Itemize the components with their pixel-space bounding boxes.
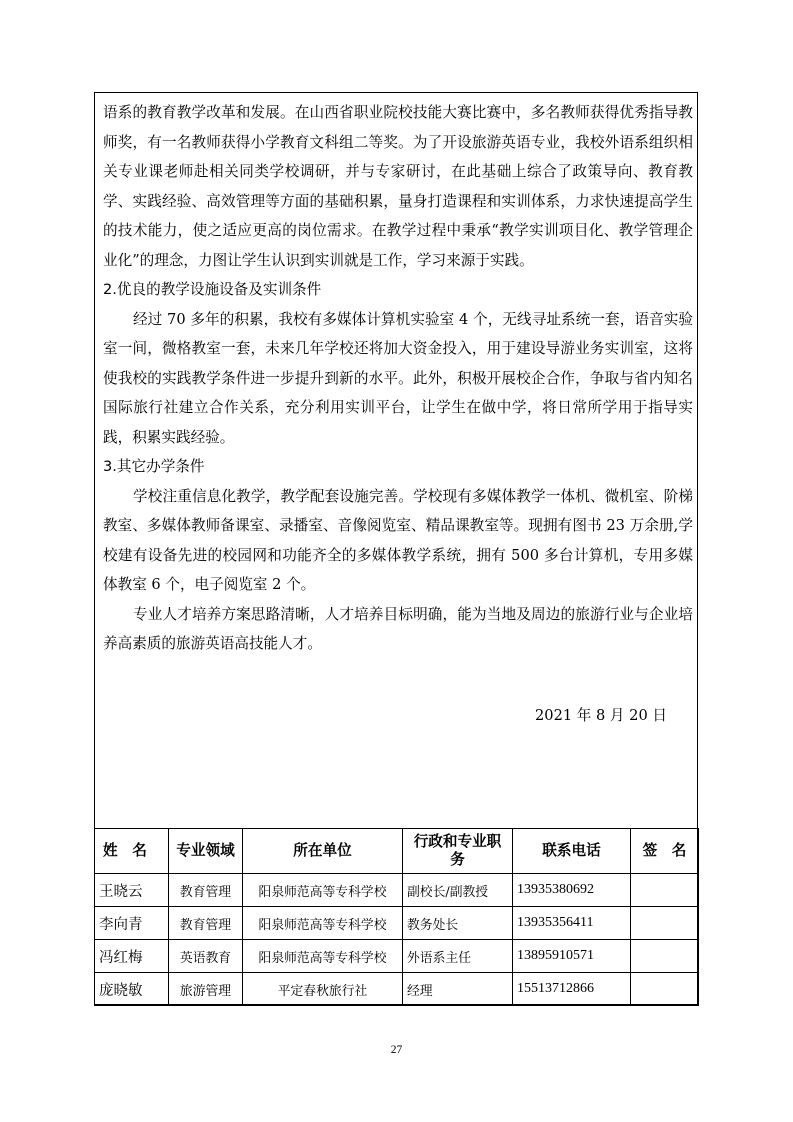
cell-phone: 13935380692 [513, 874, 631, 907]
cell-unit: 平定春秋旅行社 [243, 973, 403, 1006]
table-row [95, 874, 699, 907]
section-heading-2: 2.优良的教学设施设备及实训条件 [103, 281, 322, 298]
body-text [103, 98, 693, 659]
header-name: 姓 名 [95, 829, 169, 874]
cell-unit: 阳泉师范高等专科学校 [243, 874, 403, 907]
paragraph-4: 专业人才培养方案思路清晰，人才培养目标明确，能为当地及周边的旅游行业与企业培养高素质的旅游英语高技能人才。 [103, 605, 693, 652]
header-field: 专业领域 [169, 829, 243, 874]
cell-title: 经理 [403, 973, 513, 1006]
cell-name: 李向青 [95, 907, 169, 940]
cell-sign[interactable] [631, 940, 699, 973]
paragraph-1: 语系的教育教学改革和发展。在山西省职业院校技能大赛比赛中，多名教师获得优秀指导教师奖，有一名教师获得小学教育文科组二等奖。为了开设旅游英语专业，我校外语系组织相关专业课老师赴相关同类学校调研，并与专家研讨，在此基础上综合了政策导向、教育教学、实践经验、高效管理等方面的基础积累，量身打造课程和实训体系，力求快速提高学生的技术能力，使之适应更高的岗位需求。在教学过程中秉承“教学实训项目化、教学管理企业化”的理念，力图让学生认识到实训就是工作，学习来源于实践。 [103, 104, 693, 269]
cell-unit: 阳泉师范高等专科学校 [243, 907, 403, 940]
header-unit: 所在单位 [243, 829, 403, 874]
cell-field: 英语教育 [169, 940, 243, 973]
cell-phone: 13935356411 [513, 907, 631, 940]
header-title: 行政和专业职务 [403, 829, 513, 874]
cell-name: 王晓云 [95, 874, 169, 907]
cell-field: 教育管理 [169, 907, 243, 940]
cell-sign[interactable] [631, 874, 699, 907]
cell-title: 副校长/副教授 [403, 874, 513, 907]
paragraph-2: 经过 70 多年的积累，我校有多媒体计算机实验室 4 个，无线寻址系统一套，语音实验室一间，微格教室一套，未来几年学校还将加大资金投入，用于建设导游业务实训室，这将使我校的实践教学条件进一步提升到新的水平。此外，积极开展校企合作，争取与省内知名国际旅行社建立合作关系，充分利用实训平台，让学生在做中学，将日常所学用于指导实践，积累实践经验。 [103, 310, 693, 446]
cell-name: 冯红梅 [95, 940, 169, 973]
table-row [95, 973, 699, 1006]
cell-field: 教育管理 [169, 874, 243, 907]
cell-sign[interactable] [631, 973, 699, 1006]
paragraph-3: 学校注重信息化教学，教学配套设施完善。学校现有多媒体教学一体机、微机室、阶梯教室、多媒体教师备课室、录播室、音像阅览室、精品课教室等。现拥有图书 23 万余册,学校建有设备先进的校园网和功能齐全的多媒体教学系统，拥有 500 多台计算机，专用多媒体教室 6 个，电子阅览室 2 个。 [103, 487, 693, 593]
cell-field: 旅游管理 [169, 973, 243, 1006]
table-row [95, 940, 699, 973]
cell-phone: 13895910571 [513, 940, 631, 973]
table-header-row [95, 829, 699, 874]
cell-sign[interactable] [631, 907, 699, 940]
section-heading-3: 3.其它办学条件 [103, 458, 205, 475]
table-row [95, 907, 699, 940]
cell-title: 外语系主任 [403, 940, 513, 973]
signing-date: 2021 年 8 月 20 日 [535, 707, 667, 724]
cell-unit: 阳泉师范高等专科学校 [243, 940, 403, 973]
cell-phone: 15513712866 [513, 973, 631, 1006]
header-sign: 签 名 [631, 829, 699, 874]
expert-table [94, 828, 699, 1006]
page-number: 27 [390, 1044, 403, 1056]
header-phone: 联系电话 [513, 829, 631, 874]
cell-name: 庞晓敏 [95, 973, 169, 1006]
cell-title: 教务处长 [403, 907, 513, 940]
